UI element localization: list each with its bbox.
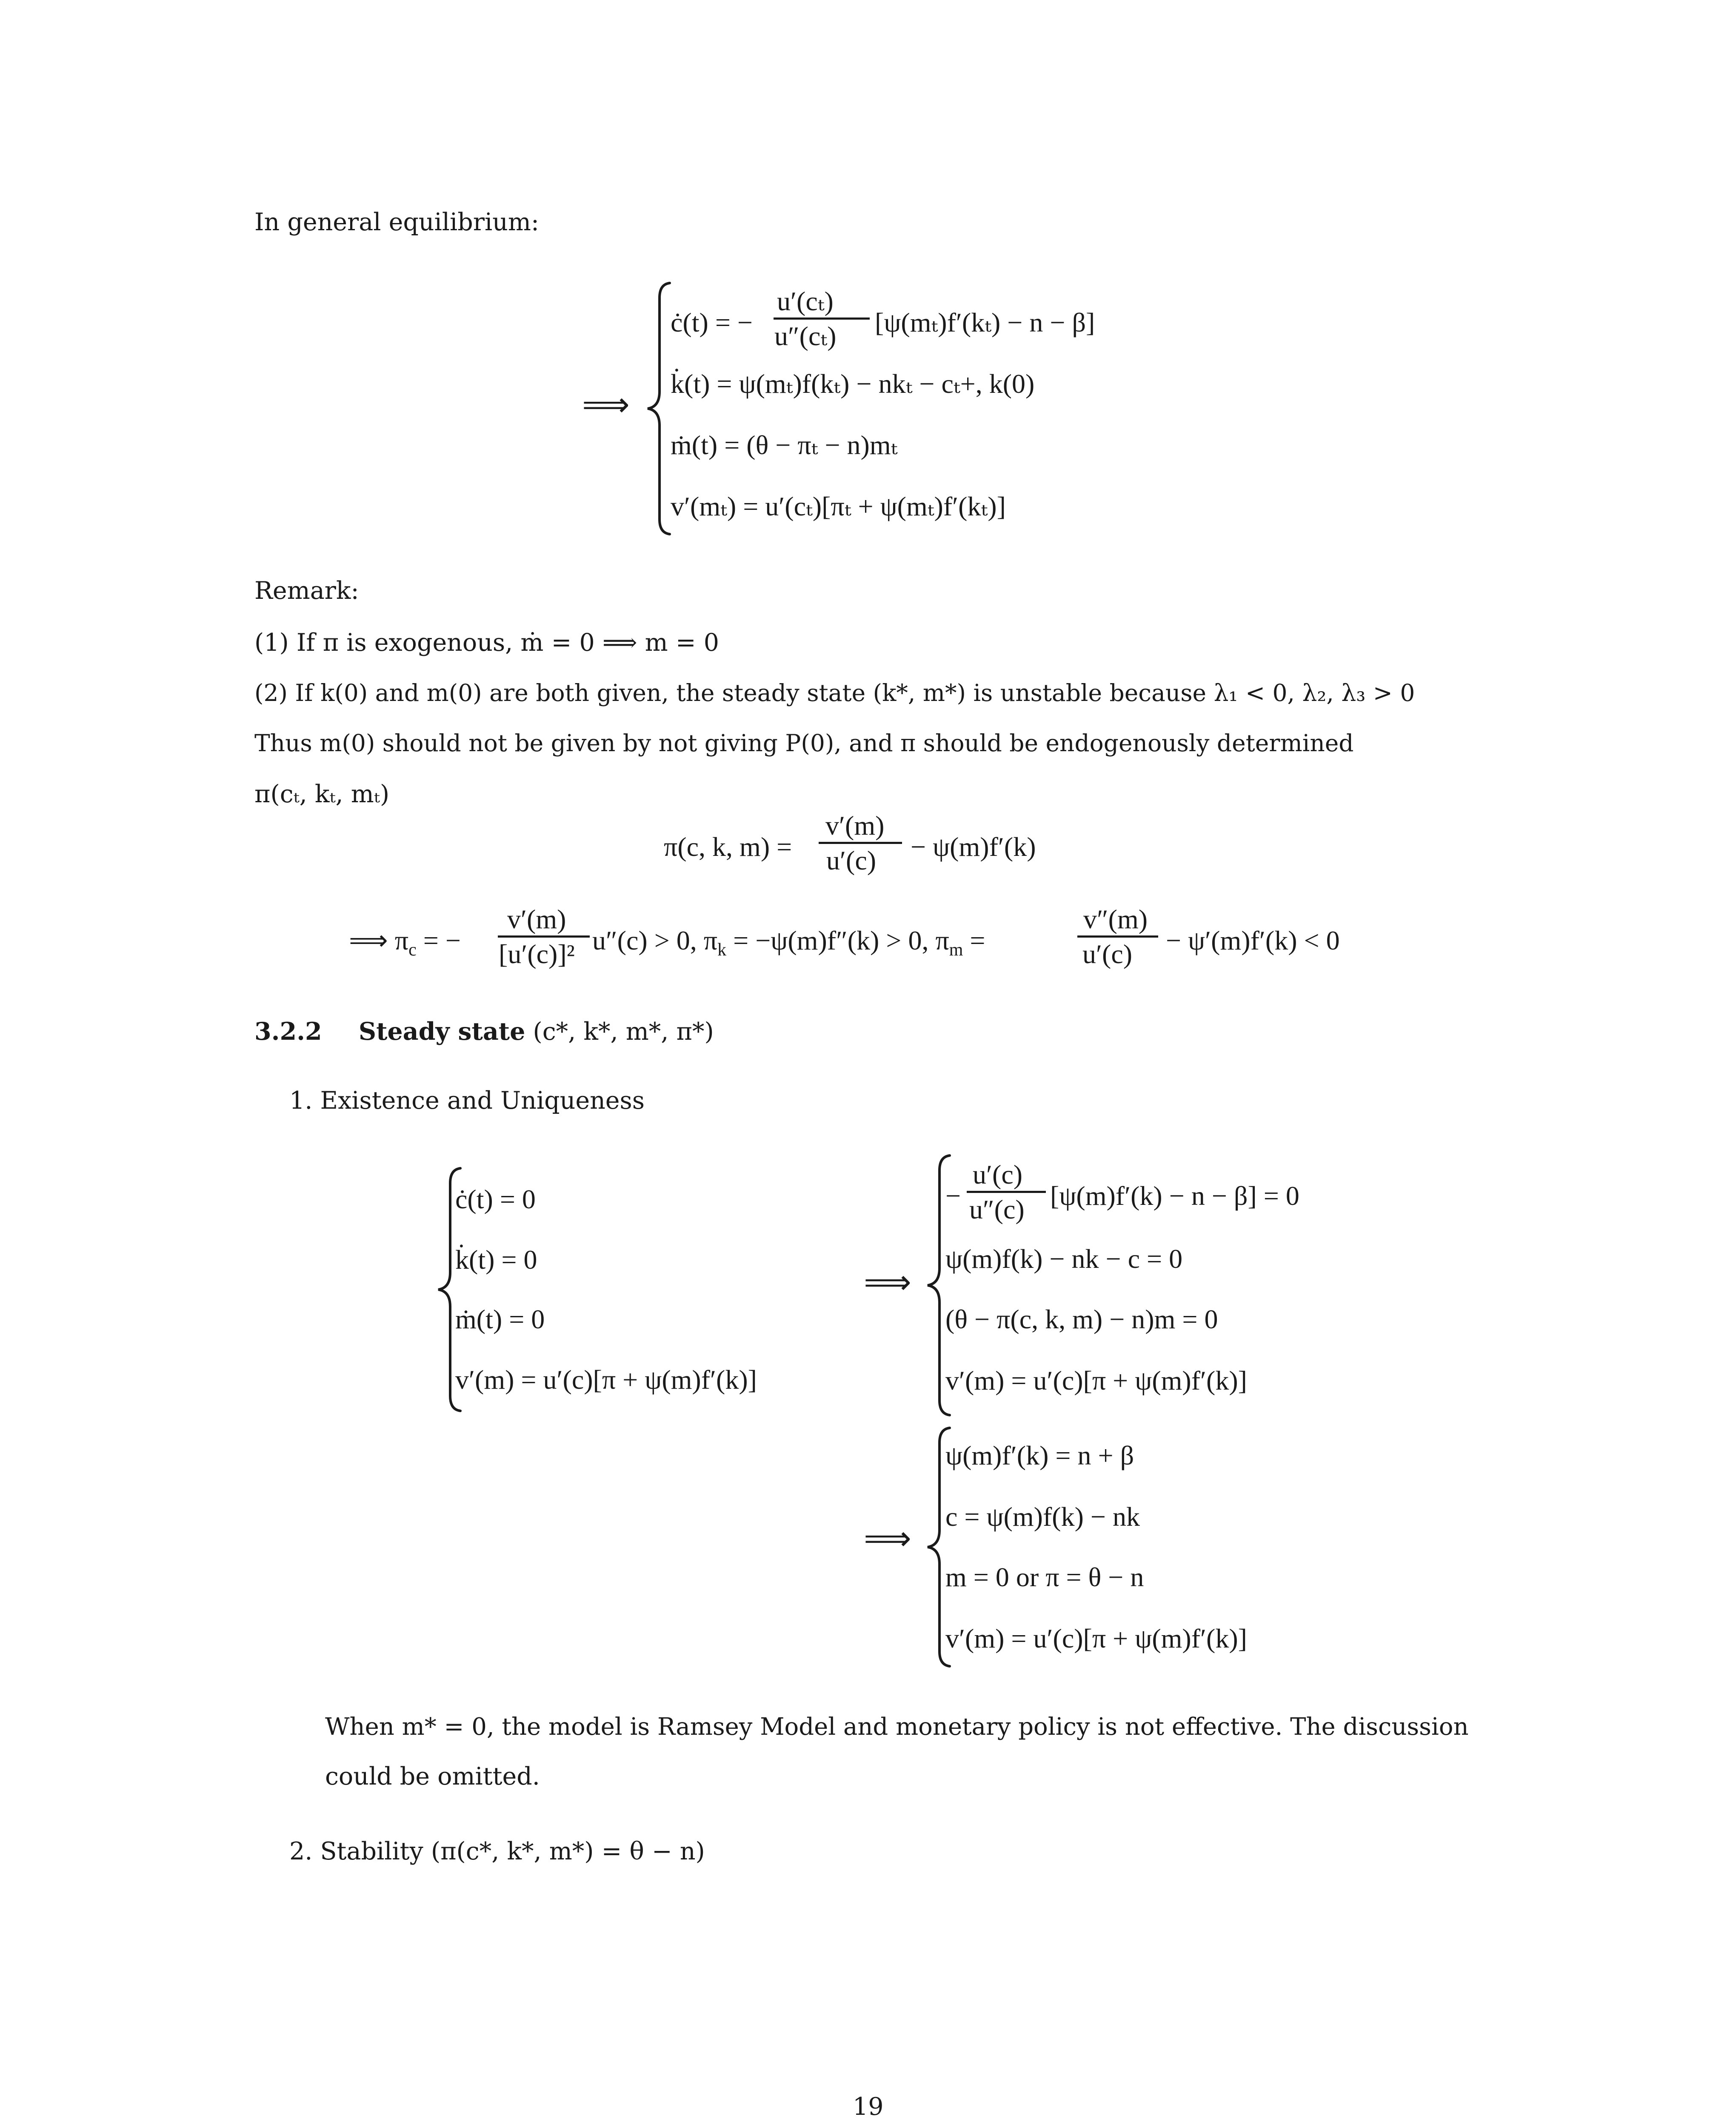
system-2-left-line-1: ċ(t) = 0 [455,1184,536,1214]
remark-line-3: Thus m(0) should not be given by not giving P(0), and π should be endogenously determined [254,729,1354,757]
system-1-line-3: ṁ(t) = (θ − πₜ − n)mₜ [671,430,898,460]
section-number: 3.2.2 [254,1017,322,1046]
system-2-left-line-3: ṁ(t) = 0 [455,1304,545,1334]
section-title: Steady state [358,1017,525,1046]
implies-arrow-3: ⟹ [864,1519,911,1558]
note-line-1: When m* = 0, the model is Ramsey Model and monetary policy is not effective. The discussion [325,1713,1469,1741]
system-3-line-3: m = 0 or π = θ − n [945,1562,1144,1592]
system-2-right-line-4: v′(m) = u′(c)[π + ψ(m)f′(k)] [945,1365,1247,1396]
list-item-1-title: 1. Existence and Uniqueness [289,1087,645,1115]
system-3-line-1: ψ(m)f′(k) = n + β [945,1440,1134,1470]
implies-arrow-1: ⟹ [582,386,630,424]
remark-item-1: (1) If π is exogenous, ṁ = 0 ⟹ m = 0 [254,629,719,657]
system-1-line-4: v′(mₜ) = u′(cₜ)[πₜ + ψ(mₜ)f′(kₜ)] [671,491,1006,521]
system-2-left-line-2: k̇(t) = 0 [455,1244,537,1275]
implies-arrow-2: ⟹ [864,1263,911,1301]
system-2-right-line-2: ψ(m)f(k) − nk − c = 0 [945,1244,1183,1274]
remark-title: Remark: [254,577,359,605]
note-line-2: could be omitted. [325,1762,540,1790]
system-3-line-4: v′(m) = u′(c)[π + ψ(m)f′(k)] [945,1623,1247,1653]
list-item-2-title: 2. Stability (π(c*, k*, m*) = θ − n) [289,1837,705,1865]
intro-text: In general equilibrium: [254,208,540,236]
section-heading [254,1015,714,1049]
remark-line-4: π(cₜ, kₜ, mₜ) [254,780,390,808]
system-1-line-2: k̇(t) = ψ(mₜ)f(kₜ) − nkₜ − cₜ+, k(0) [671,369,1035,399]
system-2-right-line-3: (θ − π(c, k, m) − n)m = 0 [945,1304,1218,1334]
system-2-left-line-4: v′(m) = u′(c)[π + ψ(m)f′(k)] [455,1364,757,1395]
page-number: 19 [853,2093,884,2121]
watermark [1234,2119,1736,2128]
system-3-line-2: c = ψ(m)f(k) − nk [945,1502,1140,1532]
remark-item-2: (2) If k(0) and m(0) are both given, the steady state (k*, m*) is unstable because λ₁ < 0, λ₂, λ₃ > 0 [254,679,1415,706]
section-math: (c*, k*, m*, π*) [533,1018,714,1046]
